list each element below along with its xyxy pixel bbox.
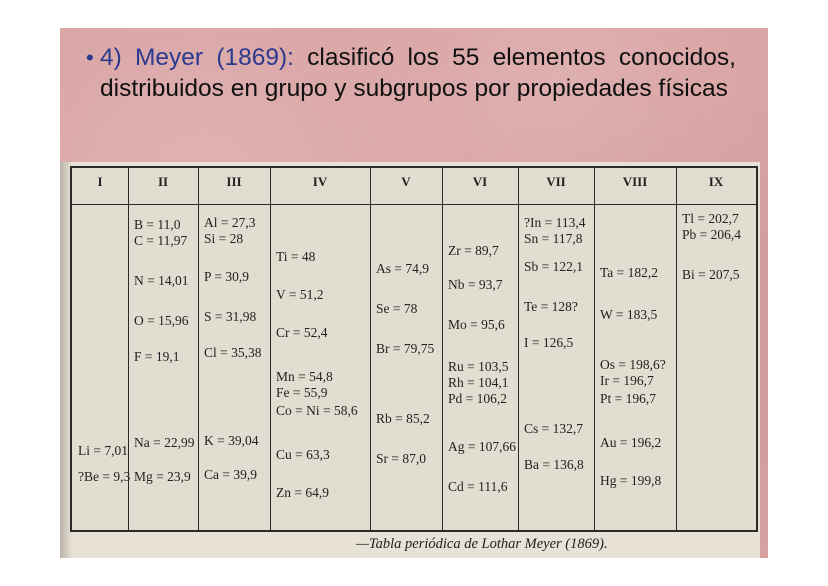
table-column-6 bbox=[442, 168, 519, 530]
table-header-cell: III bbox=[226, 174, 242, 189]
element-entry: As = 74,9 bbox=[376, 261, 429, 276]
element-entry: K = 39,04 bbox=[204, 433, 259, 448]
element-entry: Tl = 202,7 bbox=[682, 211, 739, 226]
element-entry: N = 14,01 bbox=[134, 273, 189, 288]
element-entry: P = 30,9 bbox=[204, 269, 249, 284]
element-entry: B = 11,0 bbox=[134, 217, 181, 232]
element-entry: Ru = 103,5 bbox=[448, 359, 509, 374]
bullet-body: clasificó los 55 elementos conocidos, distribuidos en grupo y subgrupos por propiedades físicas bbox=[100, 44, 736, 102]
element-entry: Os = 198,6? bbox=[600, 357, 666, 372]
slide bbox=[60, 28, 768, 558]
table-caption: —Tabla periódica de Lothar Meyer (1869). bbox=[356, 536, 608, 552]
element-entry: Ir = 196,7 bbox=[600, 373, 654, 388]
element-entry: Cd = 111,6 bbox=[448, 479, 508, 494]
element-entry: Ca = 39,9 bbox=[204, 467, 257, 482]
element-entry: Mo = 95,6 bbox=[448, 317, 505, 332]
element-entry: Rb = 85,2 bbox=[376, 411, 430, 426]
element-entry: W = 183,5 bbox=[600, 307, 658, 322]
element-entry: Zr = 89,7 bbox=[448, 243, 499, 258]
element-entry: Cr = 52,4 bbox=[276, 325, 328, 340]
element-entry: Se = 78 bbox=[376, 301, 418, 316]
element-entry: Bi = 207,5 bbox=[682, 267, 740, 282]
element-entry: Si = 28 bbox=[204, 231, 244, 246]
element-entry: Au = 196,2 bbox=[600, 435, 662, 450]
table-photo bbox=[60, 162, 760, 558]
element-entry: Sn = 117,8 bbox=[524, 231, 583, 246]
table-header-cell: IX bbox=[708, 174, 724, 189]
element-entry: Cs = 132,7 bbox=[524, 421, 583, 436]
element-entry: Zn = 64,9 bbox=[276, 485, 329, 500]
element-entry: Cu = 63,3 bbox=[276, 447, 330, 462]
element-entry: S = 31,98 bbox=[204, 309, 257, 324]
element-entry: Mn = 54,8 bbox=[276, 369, 333, 384]
element-entry: Al = 27,3 bbox=[204, 215, 256, 230]
element-entry: Cl = 35,38 bbox=[204, 345, 262, 360]
element-entry: Pb = 206,4 bbox=[682, 227, 741, 242]
table-header-cell: VI bbox=[472, 174, 488, 189]
element-entry: I = 126,5 bbox=[524, 335, 574, 350]
slide-bullet-text bbox=[86, 42, 736, 104]
element-entry: Ag = 107,66 bbox=[448, 439, 516, 454]
element-entry: V = 51,2 bbox=[276, 287, 324, 302]
element-entry: Ba = 136,8 bbox=[524, 457, 584, 472]
element-entry: Rh = 104,1 bbox=[448, 375, 509, 390]
element-entry: Ti = 48 bbox=[276, 249, 316, 264]
element-entry: Ta = 182,2 bbox=[600, 265, 659, 280]
element-entry: Mg = 23,9 bbox=[134, 469, 191, 484]
element-entry: ?In = 113,4 bbox=[524, 215, 586, 230]
table-header-cell: V bbox=[401, 174, 411, 189]
element-entry: Li = 7,01 bbox=[78, 443, 128, 458]
meyer-table bbox=[70, 166, 758, 532]
table-header-cell: I bbox=[97, 174, 103, 189]
element-entry: Co = Ni = 58,6 bbox=[276, 403, 358, 418]
table-header-cell: VIII bbox=[622, 174, 648, 189]
element-entry: Na = 22,99 bbox=[134, 435, 195, 450]
element-entry: Te = 128? bbox=[524, 299, 578, 314]
element-entry: Sr = 87,0 bbox=[376, 451, 426, 466]
element-entry: F = 19,1 bbox=[134, 349, 180, 364]
bullet-marker: • bbox=[86, 45, 94, 70]
element-entry: Nb = 93,7 bbox=[448, 277, 503, 292]
element-entry: Pd = 106,2 bbox=[448, 391, 507, 406]
element-entry: Sb = 122,1 bbox=[524, 259, 583, 274]
bullet-highlight: 4) Meyer (1869): bbox=[100, 44, 294, 71]
table-header-cell: IV bbox=[312, 174, 328, 189]
element-entry: C = 11,97 bbox=[134, 233, 188, 248]
element-entry: Fe = 55,9 bbox=[276, 385, 328, 400]
table-column-4 bbox=[270, 168, 371, 530]
table-header-cell: II bbox=[157, 174, 169, 189]
element-entry: Hg = 199,8 bbox=[600, 473, 662, 488]
element-entry: Pt = 196,7 bbox=[600, 391, 656, 406]
element-entry: O = 15,96 bbox=[134, 313, 189, 328]
element-entry: Br = 79,75 bbox=[376, 341, 435, 356]
element-entry: ?Be = 9,3 bbox=[78, 469, 131, 484]
table-header-cell: VII bbox=[546, 174, 566, 189]
